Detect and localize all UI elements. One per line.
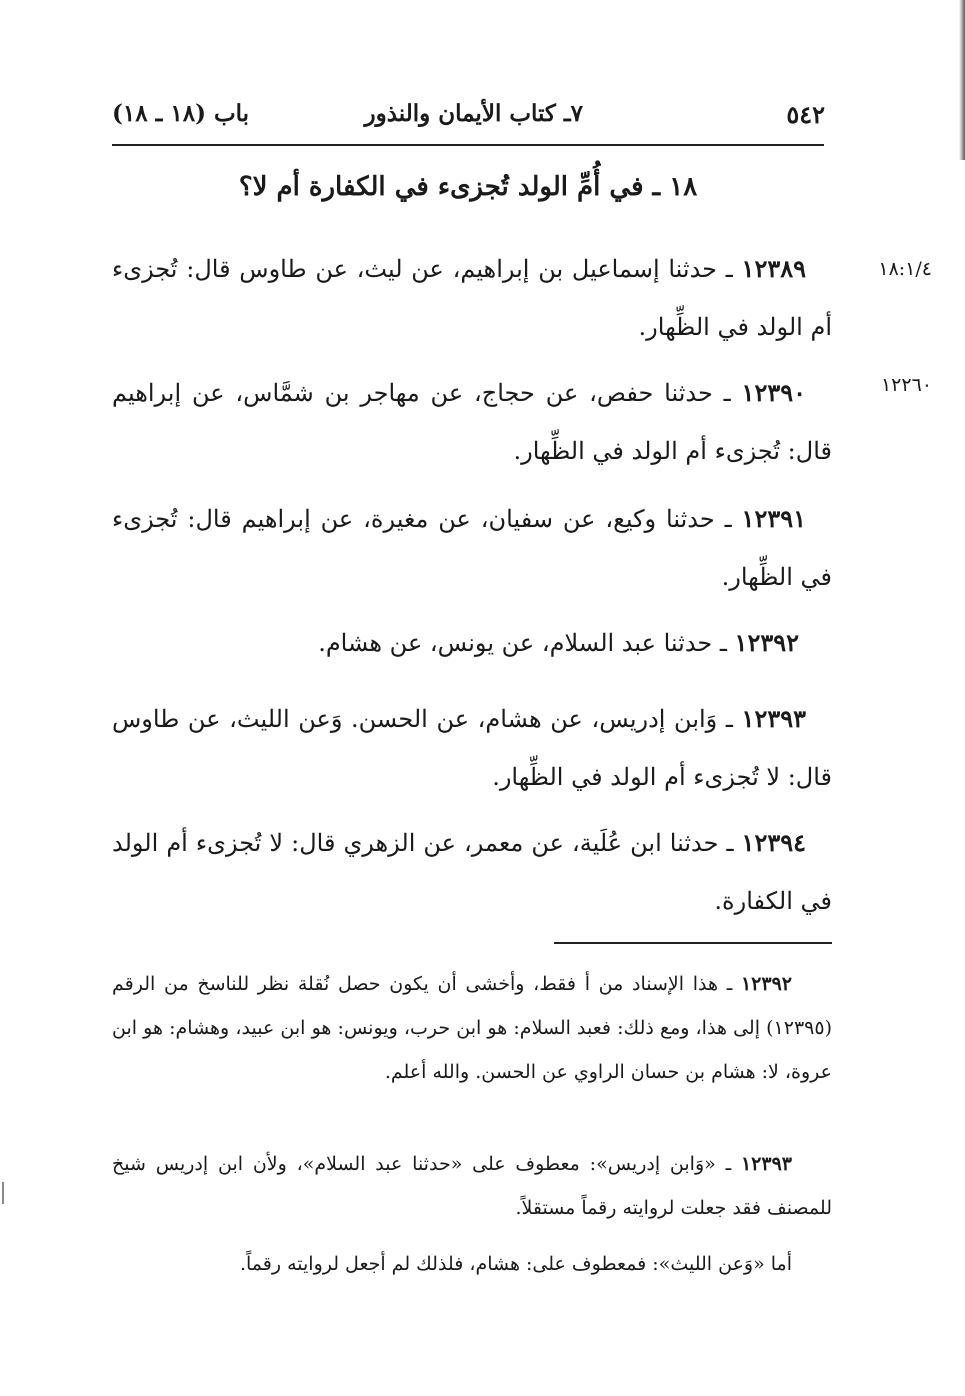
hadith-paragraph [112, 490, 832, 606]
hadith-number: ١٢٣٨٩ [741, 254, 806, 283]
page-number: ٥٤٢ [786, 100, 825, 129]
hadith-number: ١٢٣٩٠ [741, 378, 806, 407]
hadith-text: ـ حدثنا حفص، عن حجاج، عن مهاجر بن شمَّاس، عن إبراهيم قال: تُجزىء أم الولد في الظِّهار. [112, 379, 832, 465]
page-edge-shadow [959, 0, 965, 160]
footnote [112, 1142, 832, 1230]
header-rule [112, 144, 824, 146]
margin-note: ١٢٢٦٠ [880, 374, 932, 396]
hadith-paragraph [112, 364, 832, 480]
footnote-text: ـ «وَابن إدريس»: معطوف على «حدثنا عبد السلام»، ولأن ابن إدريس شيخ للمصنف فقد جعلت لروايته رقماً مستقلاً. [112, 1153, 832, 1219]
hadith-text: ـ حدثنا ابن عُلَية، عن معمر، عن الزهري قال: لا تُجزىء أم الولد في الكفارة. [112, 829, 832, 915]
hadith-text: ـ حدثنا عبد السلام، عن يونس، عن هشام. [318, 629, 735, 657]
book-title: ٧ـ كتاب الأيمان والنذور [364, 100, 583, 127]
hadith-number: ١٢٣٩٢ [734, 628, 799, 657]
chapter-title: ١٨ ـ في أُمِّ الولد تُجزىء في الكفارة أم لا؟ [238, 172, 698, 202]
footnote [112, 962, 832, 1094]
hadith-text: ـ حدثنا وكيع، عن سفيان، عن مغيرة، عن إبراهيم قال: تُجزىء في الظِّهار. [112, 505, 832, 591]
footnote-text: ـ هذا الإسناد من أ فقط، وأخشى أن يكون حصل نُقلة نظر للناسخ من الرقم (١٢٣٩٥) إلى هذا، ومع ذلك: فعبد السلام: هو ابن حرب، ويونس: هو ابن عبيد، وهشام: هو ابن عروة، لا: هشام بن حسان الراوي عن الحسن. والله أعلم. [112, 973, 832, 1083]
hadith-number: ١٢٣٩١ [741, 504, 806, 533]
footnote-number: ١٢٣٩٣ [740, 1153, 792, 1175]
footnote [112, 1242, 832, 1286]
scan-mark [2, 1182, 4, 1204]
hadith-text: ـ حدثنا إسماعيل بن إبراهيم، عن ليث، عن طاوس قال: تُجزىء أم الولد في الظِّهار. [112, 255, 832, 341]
hadith-paragraph [112, 690, 832, 806]
chapter-reference: باب (١٨ ـ ١٨) [112, 100, 250, 127]
hadith-paragraph [318, 614, 825, 672]
hadith-paragraph [112, 814, 832, 930]
hadith-text: ـ وَابن إدريس، عن هشام، عن الحسن. وَعن الليث، عن طاوس قال: لا تُجزىء أم الولد في الظِّهار. [112, 705, 832, 791]
hadith-paragraph [112, 240, 832, 356]
footnote-number: ١٢٣٩٢ [740, 973, 792, 995]
hadith-number: ١٢٣٩٣ [741, 704, 806, 733]
footnote-text: أما «وَعن الليث»: فمعطوف على: هشام، فلذلك لم أجعل لروايته رقماً. [239, 1253, 792, 1275]
footnote-separator [554, 942, 832, 944]
running-header [112, 96, 825, 144]
hadith-number: ١٢٣٩٤ [741, 828, 806, 857]
margin-note: ١٨:١/٤ [878, 258, 932, 280]
